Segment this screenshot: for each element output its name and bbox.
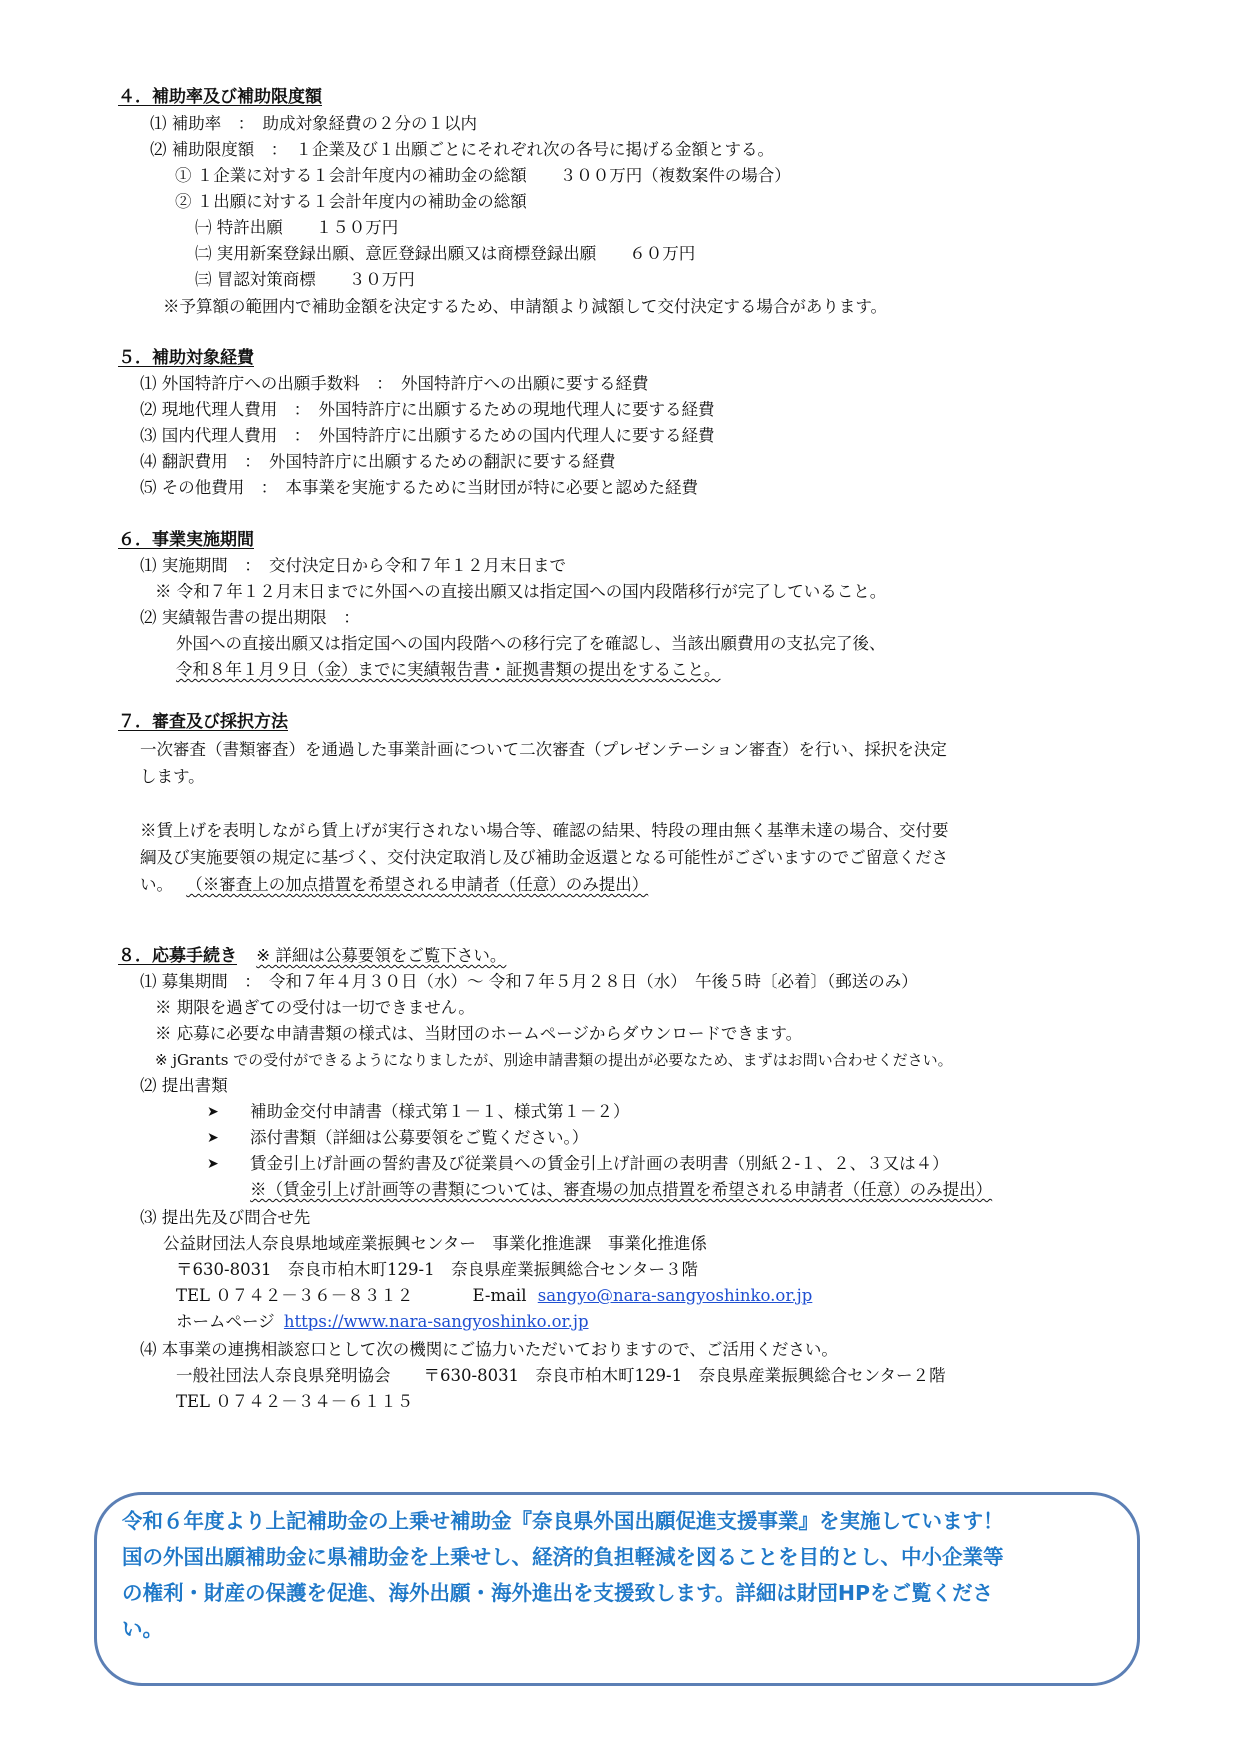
section-7-title: ７．審査及び採択方法 [118, 712, 288, 732]
utility-design-trademark-limit-line: ㈡ 実用新案登録出願、意匠登録出願又は商標登録出願 ６０万円 [195, 244, 696, 263]
review-description-line: します。 [140, 767, 205, 786]
report-deadline-date: 令和８年１月９日（金）までに実績報告書・証拠書類の提出をすること。 [176, 660, 721, 679]
document-item: 添付書類（詳細は公募要領をご覧ください。） [250, 1128, 589, 1147]
arrow-right-bullet-icon: ➤ [207, 1156, 219, 1172]
deadline-note: ※ 期限を過ぎての受付は一切できません。 [155, 998, 475, 1017]
wage-increase-note-line: 綱及び実施要領の規定に基づく、交付決定取消し及び補助金返還となる可能性がございますのでご留意くださ [140, 848, 949, 867]
application-period-line: ⑴ 募集期間 ： 令和７年４月３０日（水）～ 令和７年５月２８日（水） 午後５時〔必着〕（郵送のみ） [140, 972, 918, 991]
document-item: 賃金引上げ計画の誓約書及び従業員への賃金引上げ計画の表明書（別紙２-１、２、３又は４） [250, 1154, 949, 1173]
report-deadline-line: ⑵ 実績報告書の提出期限 ： [140, 608, 360, 627]
trademark-misappropriation-limit-line: ㈢ 冒認対策商標 ３０万円 [195, 270, 415, 289]
partner-heading: ⑷ 本事業の連携相談窓口として次の機関にご協力いただいておりますので、ご活用ください。 [140, 1340, 838, 1359]
notice-line: の権利・財産の保護を促進、海外出願・海外進出を支援致します。詳細は財団HPをご覧くださ [122, 1581, 994, 1605]
limit-per-company-line: ① １企業に対する１会計年度内の補助金の総額 ３００万円（複数案件の場合） [175, 166, 791, 185]
notice-line: 国の外国出願補助金に県補助金を上乗せし、経済的負担軽減を図ることを目的とし、中小企業等 [122, 1545, 1004, 1569]
completion-note: ※ 令和７年１２月末日までに外国への直接出願又は指定国への国内段階移行が完了していること。 [155, 582, 887, 601]
notice-line: 令和６年度より上記補助金の上乗せ補助金『奈良県外国出願促進支援事業』を実施しています！ [122, 1509, 1004, 1533]
review-description-line: 一次審査（書類審査）を通過した事業計画について二次審査（プレゼンテーション審査）を行い、採択を決定 [140, 740, 947, 759]
expense-item: ⑴ 外国特許庁への出願手数料 ： 外国特許庁への出願に要する経費 [140, 374, 649, 393]
section-8-heading [118, 946, 506, 966]
section-5-title: ５．補助対象経費 [118, 348, 254, 368]
contact-address: 〒630-8031 奈良市柏木町129-1 奈良県産業振興総合センター３階 [176, 1260, 698, 1279]
limit-per-application-line: ② １出願に対する１会計年度内の補助金の総額 [175, 192, 527, 211]
contact-organization: 公益財団法人奈良県地域産業振興センター 事業化推進課 事業化推進係 [163, 1234, 707, 1253]
expense-item: ⑸ その他費用 ： 本事業を実施するために当財団が特に必要と認めた経費 [140, 478, 698, 497]
download-note: ※ 応募に必要な申請書類の様式は、当財団のホームページからダウンロードできます。 [155, 1024, 803, 1043]
arrow-right-bullet-icon: ➤ [207, 1130, 219, 1146]
bonus-points-note: （※審査上の加点措置を希望される申請者（任意）のみ提出） [186, 875, 649, 894]
jgrants-note: ※ jGrants での受付ができるようになりましたが、別途申請書類の提出が必要なため、まずはお問い合わせください。 [155, 1051, 953, 1069]
arrow-right-bullet-icon: ➤ [207, 1104, 219, 1120]
document-item: 補助金交付申請書（様式第１－１、様式第１－２） [250, 1102, 630, 1121]
documents-heading: ⑵ 提出書類 [140, 1076, 228, 1095]
see-guidelines-note: ※ 詳細は公募要領をご覧下さい。 [256, 946, 507, 965]
homepage-line [176, 1312, 589, 1332]
section-6-title: ６．事業実施期間 [118, 530, 254, 550]
notice-line: い。 [122, 1617, 163, 1641]
subsidy-limit-line: ⑵ 補助限度額 ： １企業及び１出願ごとにそれぞれ次の各号に掲げる金額とする。 [150, 140, 774, 159]
contact-phone: TEL ０７４２－３６－８３１２ [176, 1286, 414, 1305]
expense-item: ⑶ 国内代理人費用 ： 外国特許庁に出願するための国内代理人に要する経費 [140, 426, 715, 445]
budget-note: ※予算額の範囲内で補助金額を決定するため、申請額より減額して交付決定する場合があります。 [163, 297, 888, 316]
wage-documents-note: ※（賃金引上げ計画等の書類については、審査場の加点措置を希望される申請者（任意）のみ提出） [250, 1180, 993, 1199]
expense-item: ⑷ 翻訳費用 ： 外国特許庁に出願するための翻訳に要する経費 [140, 452, 616, 471]
section-4-title: ４．補助率及び補助限度額 [118, 87, 322, 107]
expense-item: ⑵ 現地代理人費用 ： 外国特許庁に出願するための現地代理人に要する経費 [140, 400, 715, 419]
homepage-link[interactable]: https://www.nara-sangyoshinko.or.jp [283, 1312, 589, 1331]
subsidy-rate-line: ⑴ 補助率 ： 助成対象経費の２分の１以内 [150, 114, 477, 133]
email-label: E-mail [472, 1286, 527, 1305]
homepage-label: ホームページ [176, 1312, 275, 1331]
wage-increase-note-tail: い。 [140, 875, 173, 894]
section-8-title: ８．応募手続き [118, 946, 237, 966]
contact-heading: ⑶ 提出先及び問合せ先 [140, 1208, 311, 1227]
email-link[interactable]: sangyo@nara-sangyoshinko.or.jp [537, 1286, 813, 1305]
report-condition-line: 外国への直接出願又は指定国への国内段階への移行完了を確認し、当該出願費用の支払完了後、 [176, 634, 886, 653]
patent-limit-line: ㈠ 特許出願 １５０万円 [195, 218, 399, 237]
partner-organization: 一般社団法人奈良県発明協会 〒630-8031 奈良市柏木町129-1 奈良県産業振興総合センター２階 [176, 1366, 946, 1385]
contact-phone-email-line [176, 1286, 812, 1306]
wage-increase-note-end [140, 875, 648, 895]
partner-phone: TEL ０７４２－３４－６１１５ [176, 1392, 414, 1411]
wage-increase-note-line: ※賃上げを表明しながら賃上げが実行されない場合等、確認の結果、特段の理由無く基準未達の場合、交付要 [140, 821, 949, 840]
implementation-period-line: ⑴ 実施期間 ： 交付決定日から令和７年１２月末日まで [140, 556, 566, 575]
